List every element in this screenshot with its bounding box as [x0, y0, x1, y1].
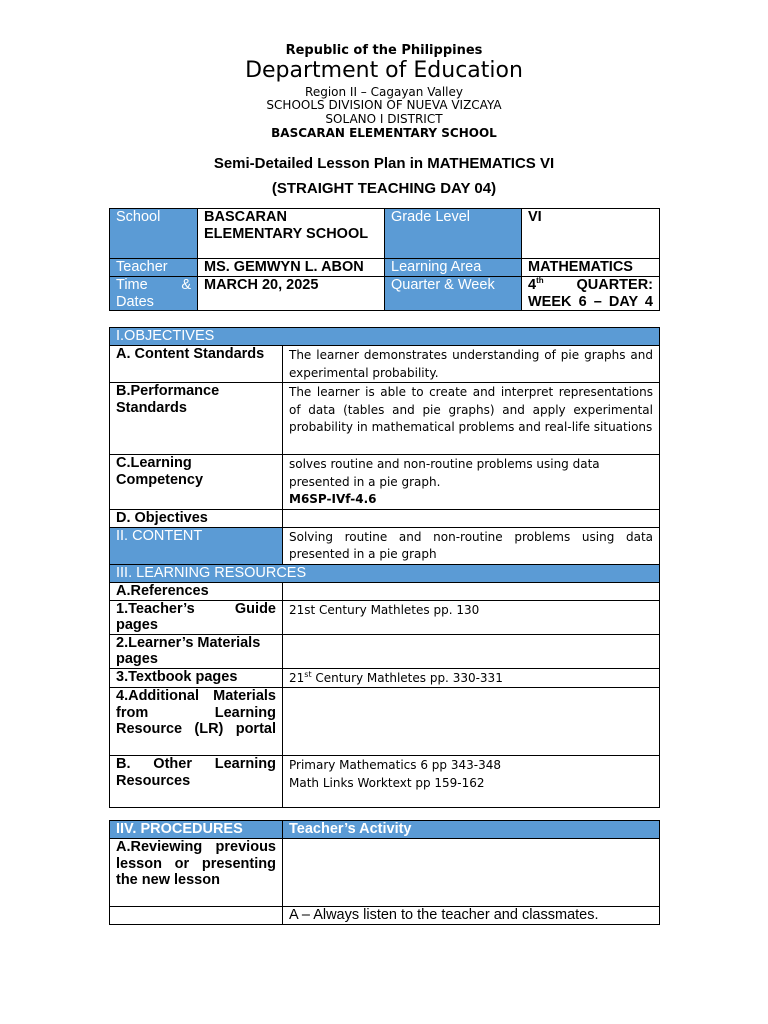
- grade-value: VI: [522, 209, 660, 259]
- school-line: BASCARAN ELEMENTARY SCHOOL: [271, 126, 497, 140]
- quarter-value: 4th QUARTER: WEEK 6 – DAY 4: [522, 277, 660, 311]
- learner-materials-label: 2.Learner’s Materials pages: [110, 634, 283, 668]
- textbook-value: 21st Century Mathletes pp. 330-331: [283, 668, 660, 688]
- additional-materials-label: 4.Additional Materials from Learning Resource (LR) portal: [110, 688, 283, 756]
- region-line: Region II – Cagayan Valley: [305, 85, 463, 99]
- content-header: II. CONTENT: [110, 527, 283, 564]
- time-value: MARCH 20, 2025: [198, 277, 385, 311]
- other-resource-1: Primary Mathematics 6 pp 343-348: [289, 758, 501, 772]
- department-heading: Department of Education: [245, 58, 523, 83]
- additional-materials-value: [283, 688, 660, 756]
- district-line: SOLANO I DISTRICT: [325, 112, 443, 126]
- learning-competency-value: solves routine and non-routine problems using data presented in a pie graph.: [289, 457, 600, 489]
- republic-heading: Republic of the Philippines: [285, 43, 483, 58]
- other-resources-cell: [283, 756, 660, 808]
- performance-standards-label: B.Performance Standards: [110, 383, 283, 455]
- content-standards-label: A. Content Standards: [110, 346, 283, 383]
- procedures-header: IIV. PROCEDURES: [110, 821, 283, 839]
- learning-competency-cell: [283, 455, 660, 510]
- area-label: Learning Area: [385, 259, 522, 277]
- content-value: Solving routine and non-routine problems using data presented in a pie graph: [283, 527, 660, 564]
- textbook-label: 3.Textbook pages: [110, 668, 283, 688]
- document-subtitle: (STRAIGHT TEACHING DAY 04): [271, 180, 497, 197]
- learning-competency-label: C.Learning Competency: [110, 455, 283, 510]
- learner-materials-value: [283, 634, 660, 668]
- time-label: Time & Dates: [110, 277, 198, 311]
- area-value: MATHEMATICS: [522, 259, 660, 277]
- objectives-header: I.OBJECTIVES: [110, 328, 660, 346]
- procedures-table: [109, 820, 660, 925]
- teacher-guide-value: 21st Century Mathletes pp. 130: [283, 600, 660, 634]
- rule-label: [110, 907, 283, 925]
- reviewing-value: [283, 839, 660, 907]
- rule-a: A – Always listen to the teacher and classmates.: [283, 907, 660, 925]
- teacher-value: MS. GEMWYN L. ABON: [198, 259, 385, 277]
- teacher-activity-header: Teacher’s Activity: [283, 821, 660, 839]
- info-table: [109, 208, 660, 311]
- document-title: Semi-Detailed Lesson Plan in MATHEMATICS VI: [213, 155, 555, 172]
- quarter-label: Quarter & Week: [385, 277, 522, 311]
- reviewing-label: A.Reviewing previous lesson or presenting the new lesson: [110, 839, 283, 907]
- objectives-value: [283, 509, 660, 527]
- competency-code: M6SP-IVf-4.6: [289, 492, 377, 506]
- learning-resources-header: III. LEARNING RESOURCES: [110, 564, 660, 582]
- teacher-guide-label: 1.Teacher’s Guide pages: [110, 600, 283, 634]
- objectives-label: D. Objectives: [110, 509, 283, 527]
- other-resources-label: B. Other Learning Resources: [110, 756, 283, 808]
- lesson-plan-table: [109, 327, 660, 808]
- school-value: BASCARAN ELEMENTARY SCHOOL: [198, 209, 385, 259]
- school-label: School: [110, 209, 198, 259]
- content-standards-value: The learner demonstrates understanding of pie graphs and experimental probability.: [283, 346, 660, 383]
- grade-label: Grade Level: [385, 209, 522, 259]
- performance-standards-value: The learner is able to create and interpret representations of data (tables and pie graphs) and apply experimental probability in mathematical problems and real-life situations: [283, 383, 660, 455]
- teacher-label: Teacher: [110, 259, 198, 277]
- division-line: SCHOOLS DIVISION OF NUEVA VIZCAYA: [266, 98, 502, 112]
- references-value: [283, 582, 660, 600]
- references-label: A.References: [110, 582, 283, 600]
- other-resource-2: Math Links Worktext pp 159-162: [289, 775, 485, 790]
